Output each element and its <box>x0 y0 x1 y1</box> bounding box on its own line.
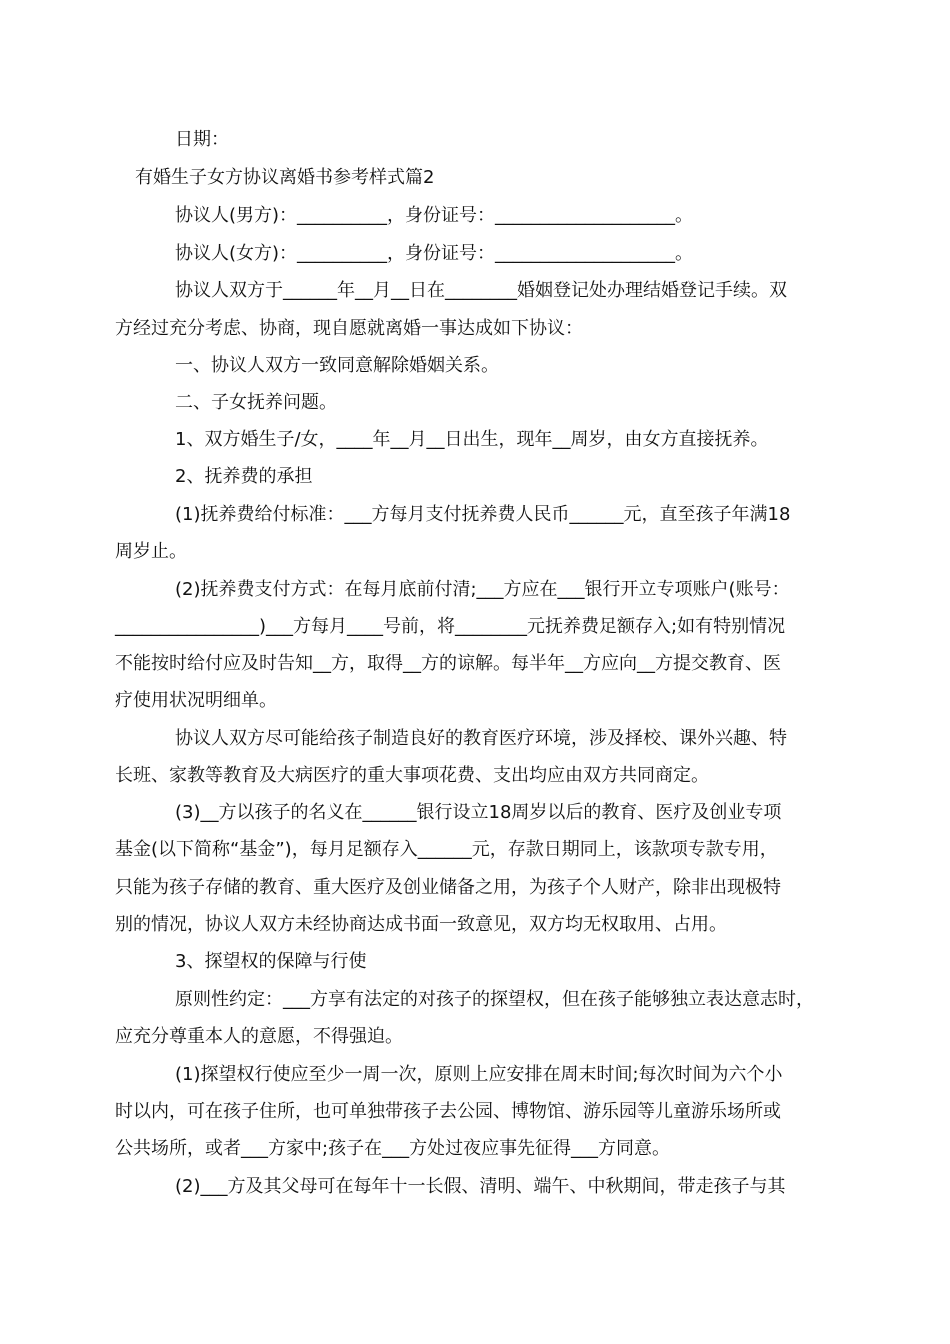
paragraph-line: ________________)___方每月____号前，将________元抚养费足额存入;如有特别情况 <box>115 616 786 637</box>
paragraph-line: 基金(以下简称“基金”)，每月足额存入______元，存款日期同上，该款项专款专用， <box>115 839 778 860</box>
paragraph-line: 时以内，可在孩子住所，也可单独带孩子去公园、博物馆、游乐园等儿童游乐场所或 <box>115 1101 781 1122</box>
paragraph-line: 不能按时给付应及时告知__方，取得__方的谅解。每半年__方应向__方提交教育、医 <box>115 653 781 674</box>
paragraph-line: (1)探望权行使应至少一周一次，原则上应安排在周末时间;每次时间为六个小 <box>175 1064 783 1085</box>
paragraph-line: 长班、家教等教育及大病医疗的重大事项花费、支出均应由双方共同商定。 <box>115 765 709 786</box>
paragraph-line: 方经过充分考虑、协商，现自愿就离婚一事达成如下协议： <box>115 318 583 339</box>
paragraph-line: (1)抚养费给付标准：___方每月支付抚养费人民币______元，直至孩子年满18 <box>175 504 791 525</box>
clause-heading: 二、子女抚养问题。 <box>175 392 337 413</box>
date-label: 日期： <box>175 129 229 150</box>
paragraph-line: 原则性约定：___方享有法定的对孩子的探望权，但在孩子能够独立表达意志时， <box>175 989 814 1010</box>
paragraph-line: (2)抚养费支付方式：在每月底前付清;___方应在___银行开立专项账户(账号： <box>175 579 790 600</box>
paragraph-line: 应充分尊重本人的意愿，不得强迫。 <box>115 1026 403 1047</box>
paragraph-line: 周岁止。 <box>115 541 187 562</box>
clause-heading: 2、抚养费的承担 <box>175 466 313 487</box>
clause-heading: 一、协议人双方一致同意解除婚姻关系。 <box>175 355 499 376</box>
section-title: 有婚生子女方协议离婚书参考样式篇2 <box>135 167 435 188</box>
paragraph-line: 协议人双方于______年__月__日在________婚姻登记处办理结婚登记手续。双 <box>175 280 787 301</box>
party-male-line: 协议人(男方)：__________，身份证号：____________________。 <box>175 205 694 226</box>
paragraph-line: 协议人双方尽可能给孩子制造良好的教育医疗环境，涉及择校、课外兴趣、特 <box>175 728 787 749</box>
paragraph-line: 疗使用状况明细单。 <box>115 690 277 711</box>
paragraph-line: 1、双方婚生子/女，____年__月__日出生，现年__周岁，由女方直接抚养。 <box>175 429 769 450</box>
party-female-line: 协议人(女方)：__________，身份证号：____________________。 <box>175 243 694 264</box>
clause-heading: 3、探望权的保障与行使 <box>175 951 367 972</box>
paragraph-line: (3)__方以孩子的名义在______银行设立18周岁以后的教育、医疗及创业专项 <box>175 802 782 823</box>
paragraph-line: 公共场所，或者___方家中;孩子在___方处过夜应事先征得___方同意。 <box>115 1138 671 1159</box>
paragraph-line: (2)___方及其父母可在每年十一长假、清明、端午、中秋期间，带走孩子与其 <box>175 1176 786 1197</box>
paragraph-line: 别的情况，协议人双方未经协商达成书面一致意见，双方均无权取用、占用。 <box>115 914 727 935</box>
paragraph-line: 只能为孩子存储的教育、重大医疗及创业储备之用，为孩子个人财产，除非出现极特 <box>115 877 781 898</box>
